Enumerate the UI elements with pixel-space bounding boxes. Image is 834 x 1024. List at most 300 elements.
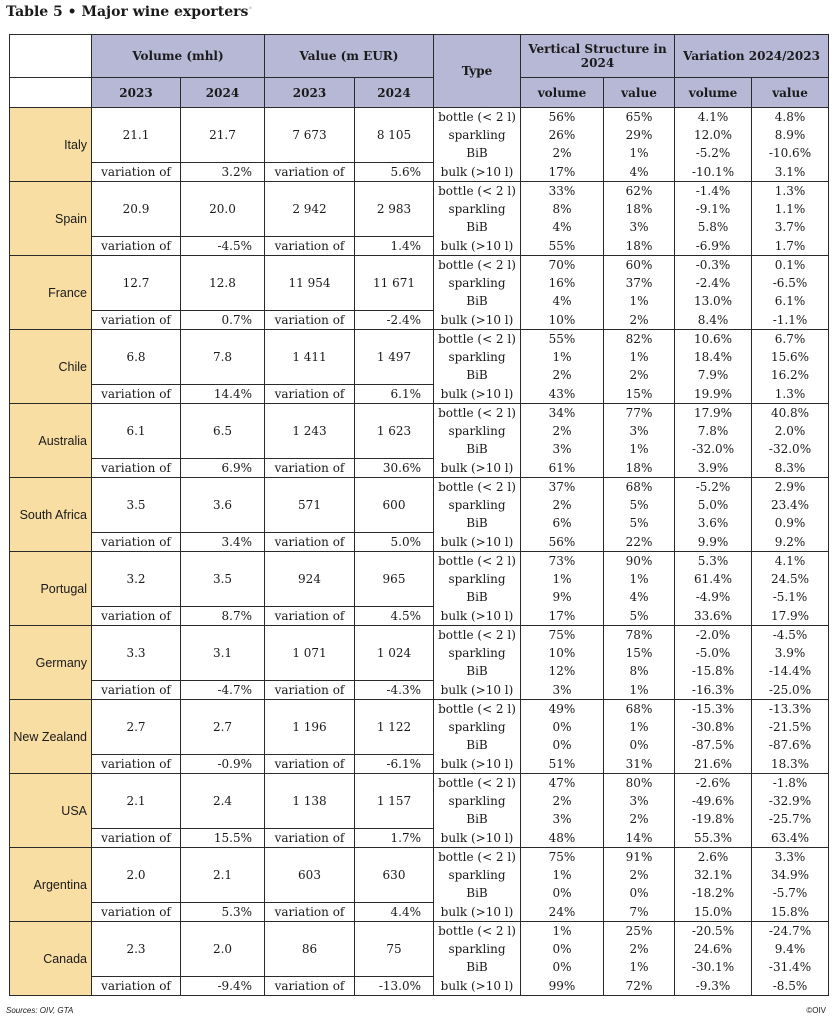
value-2023: 7 673	[265, 108, 355, 163]
type-list-line: sparkling	[448, 424, 506, 439]
country-name: Australia	[10, 404, 92, 478]
volume-2024: 20.0	[181, 182, 265, 237]
variation-value	[752, 626, 829, 700]
variation-value-line: 34.9%	[770, 868, 810, 883]
variation-value-line: 8.3%	[774, 460, 806, 475]
value-variation: -13.0%	[355, 977, 434, 996]
volume-variation: 3.4%	[181, 533, 265, 552]
vertical-structure-header: Vertical Structure in 2024	[521, 35, 675, 78]
variation-label: variation of	[265, 755, 355, 774]
variation-value-line: -87.6%	[768, 738, 812, 753]
value-2024: 1 157	[355, 774, 434, 829]
vertical-value-line: 4%	[629, 164, 649, 179]
variation-label: variation of	[265, 533, 355, 552]
variation-volume-line: -87.5%	[691, 738, 735, 753]
variation-value-line: 1.3%	[774, 386, 806, 401]
vertical-value-line: 2%	[629, 868, 649, 883]
vertical-volume-line: 17%	[548, 608, 576, 623]
variation-label: variation of	[265, 163, 355, 182]
type-list-line: BiB	[466, 368, 488, 383]
vertical-volume	[521, 404, 604, 478]
variation-value-line: -10.6%	[768, 146, 812, 161]
variation-volume	[675, 922, 752, 996]
volume-2023: 21.1	[92, 108, 181, 163]
variation-volume-line: -9.1%	[695, 202, 731, 217]
value-2023: 924	[265, 552, 355, 607]
variation-value	[752, 774, 829, 848]
volume-2024: 3.6	[181, 478, 265, 533]
variation-volume-line: -5.2%	[695, 480, 731, 494]
variation-label: variation of	[265, 977, 355, 996]
type-list-line: bulk (>10 l)	[440, 978, 514, 993]
vertical-value-line: 1%	[629, 720, 649, 735]
type-list	[434, 330, 521, 404]
table-row	[10, 256, 829, 311]
vertical-value-line: 7%	[629, 904, 649, 919]
vertical-value-line: 1%	[629, 682, 649, 697]
vertical-value-line: 1%	[629, 350, 649, 365]
type-list-line: bulk (>10 l)	[440, 386, 514, 401]
vertical-value	[604, 330, 675, 404]
vertical-volume-line: 2%	[552, 498, 572, 513]
type-list-line: BiB	[466, 146, 488, 161]
title-mark: ◦	[248, 4, 253, 13]
variation-volume	[675, 478, 752, 552]
vertical-volume-line: 8%	[552, 202, 572, 217]
volume-variation: 6.9%	[181, 459, 265, 478]
value-2024: 11 671	[355, 256, 434, 311]
vertical-value-line: 68%	[625, 702, 653, 716]
variation-volume-line: -18.2%	[691, 886, 735, 901]
type-list-line: bulk (>10 l)	[440, 756, 514, 771]
table-row	[10, 108, 829, 163]
volume-2023: 6.8	[92, 330, 181, 385]
value-2023: 603	[265, 848, 355, 903]
volume-2023: 3.2	[92, 552, 181, 607]
variation-volume-line: 3.6%	[697, 516, 729, 531]
vertical-value-line: 68%	[625, 480, 653, 494]
vertical-value-line: 78%	[625, 628, 653, 642]
variation-volume	[675, 700, 752, 774]
variation-label: variation of	[265, 237, 355, 256]
vertical-value-line: 31%	[625, 756, 653, 771]
variation-value-line: 16.2%	[770, 368, 810, 383]
variation-label: variation of	[265, 903, 355, 922]
variation-value-line: 4.1%	[774, 554, 806, 568]
value-2023-header: 2023	[265, 78, 355, 108]
var-volume-header: volume	[675, 78, 752, 108]
variation-label: variation of	[92, 459, 181, 478]
type-header: Type	[434, 35, 521, 108]
value-2024: 965	[355, 552, 434, 607]
variation-value-line: -5.7%	[772, 886, 808, 901]
vertical-value-line: 1%	[629, 572, 649, 587]
variation-label: variation of	[92, 977, 181, 996]
type-list-line: sparkling	[448, 720, 506, 735]
table-row	[10, 626, 829, 681]
value-2024: 8 105	[355, 108, 434, 163]
table-row	[10, 774, 829, 829]
variation-value-line: 17.9%	[770, 608, 810, 623]
type-list-line: bottle (< 2 l)	[438, 850, 516, 864]
variation-value-line: -1.8%	[772, 776, 808, 790]
variation-volume-line: 18.4%	[693, 350, 733, 365]
value-variation: 30.6%	[355, 459, 434, 478]
vertical-value-line: 77%	[625, 406, 653, 420]
table-title	[6, 4, 253, 20]
variation-volume-line: 5.0%	[697, 498, 729, 513]
country-name: Italy	[10, 108, 92, 182]
volume-2024: 21.7	[181, 108, 265, 163]
variation-volume	[675, 182, 752, 256]
value-2023: 2 942	[265, 182, 355, 237]
vertical-volume	[521, 700, 604, 774]
country-name: South Africa	[10, 478, 92, 552]
variation-volume-line: 32.1%	[693, 868, 733, 883]
variation-volume-line: 15.0%	[693, 904, 733, 919]
value-2023: 1 071	[265, 626, 355, 681]
variation-label: variation of	[92, 385, 181, 404]
variation-value-line: 18.3%	[770, 756, 810, 771]
value-2024: 1 497	[355, 330, 434, 385]
vertical-volume	[521, 774, 604, 848]
variation-volume-line: -30.1%	[691, 960, 735, 975]
vertical-volume-line: 56%	[548, 110, 576, 124]
type-list-line: BiB	[466, 886, 488, 901]
type-list-line: sparkling	[448, 350, 506, 365]
vertical-value-line: 25%	[625, 924, 653, 938]
type-list	[434, 700, 521, 774]
table-row	[10, 404, 829, 459]
variation-value-line: -21.5%	[768, 720, 812, 735]
vertical-value	[604, 182, 675, 256]
vertical-volume-line: 73%	[548, 554, 576, 568]
vertical-volume-line: 10%	[548, 312, 576, 327]
volume-variation: -4.5%	[181, 237, 265, 256]
vertical-volume	[521, 626, 604, 700]
variation-value-line: 3.1%	[774, 164, 806, 179]
variation-label: variation of	[265, 459, 355, 478]
vertical-value-line: 1%	[629, 960, 649, 975]
vertical-value-line: 29%	[625, 128, 653, 143]
type-list-line: bulk (>10 l)	[440, 164, 514, 179]
vertical-volume-line: 34%	[548, 406, 576, 420]
vertical-value-line: 1%	[629, 294, 649, 309]
variation-volume-line: -20.5%	[691, 924, 735, 938]
vs-volume-header: volume	[521, 78, 604, 108]
variation-volume-line: -15.8%	[691, 664, 735, 679]
volume-variation: -9.4%	[181, 977, 265, 996]
vertical-value-line: 1%	[629, 146, 649, 161]
vertical-value	[604, 774, 675, 848]
value-2024: 2 983	[355, 182, 434, 237]
vertical-value-line: 15%	[625, 386, 653, 401]
variation-volume-line: 61.4%	[693, 572, 733, 587]
variation-label: variation of	[92, 903, 181, 922]
vertical-value-line: 18%	[625, 238, 653, 253]
type-list-line: sparkling	[448, 128, 506, 143]
type-list-line: bottle (< 2 l)	[438, 702, 516, 716]
copyright-note: ©OIV	[806, 1006, 826, 1015]
vertical-volume-line: 99%	[548, 978, 576, 993]
vertical-value-line: 2%	[629, 312, 649, 327]
variation-volume-line: -19.8%	[691, 812, 735, 827]
variation-volume-line: -6.9%	[695, 238, 731, 253]
variation-volume-line: -2.4%	[695, 276, 731, 291]
variation-volume-line: 10.6%	[693, 332, 733, 346]
vs-value-header: value	[604, 78, 675, 108]
variation-value-line: 1.1%	[774, 202, 806, 217]
vertical-volume-line: 0%	[552, 738, 572, 753]
vertical-volume-line: 10%	[548, 646, 576, 661]
volume-2023: 2.3	[92, 922, 181, 977]
vertical-value-line: 3%	[629, 220, 649, 235]
vertical-volume-line: 0%	[552, 886, 572, 901]
type-list-line: bottle (< 2 l)	[438, 480, 516, 494]
vertical-volume-line: 4%	[552, 220, 572, 235]
vertical-value-line: 3%	[629, 424, 649, 439]
variation-volume-line: 5.8%	[697, 220, 729, 235]
variation-label: variation of	[92, 681, 181, 700]
variation-value-line: -13.3%	[768, 702, 812, 716]
vertical-value-line: 80%	[625, 776, 653, 790]
vertical-volume-line: 3%	[552, 682, 572, 697]
variation-value	[752, 922, 829, 996]
volume-2023: 3.3	[92, 626, 181, 681]
vertical-volume-line: 3%	[552, 812, 572, 827]
volume-2023: 20.9	[92, 182, 181, 237]
variation-value	[752, 552, 829, 626]
type-list-line: sparkling	[448, 276, 506, 291]
vertical-volume-line: 26%	[548, 128, 576, 143]
country-name: Germany	[10, 626, 92, 700]
vertical-volume-line: 43%	[548, 386, 576, 401]
type-list-line: bottle (< 2 l)	[438, 924, 516, 938]
variation-volume-line: 33.6%	[693, 608, 733, 623]
volume-2023-header: 2023	[92, 78, 181, 108]
vertical-volume-line: 75%	[548, 850, 576, 864]
variation-value-line: -6.5%	[772, 276, 808, 291]
variation-volume	[675, 330, 752, 404]
vertical-value	[604, 256, 675, 330]
variation-value-line: 2.9%	[774, 480, 806, 494]
volume-2024: 2.1	[181, 848, 265, 903]
variation-volume-line: 21.6%	[693, 756, 733, 771]
vertical-value-line: 0%	[629, 886, 649, 901]
variation-value-line: 4.8%	[774, 110, 806, 124]
vertical-value-line: 1%	[629, 442, 649, 457]
variation-value-line: -14.4%	[768, 664, 812, 679]
variation-volume-line: -30.8%	[691, 720, 735, 735]
vertical-value-line: 82%	[625, 332, 653, 346]
volume-2023: 2.7	[92, 700, 181, 755]
country-name: Portugal	[10, 552, 92, 626]
table-row	[10, 182, 829, 237]
vertical-volume-line: 1%	[552, 350, 572, 365]
volume-variation: -0.9%	[181, 755, 265, 774]
variation-value-line: -8.5%	[772, 978, 808, 993]
value-2024-header: 2024	[355, 78, 434, 108]
variation-value-line: 63.4%	[770, 830, 810, 845]
variation-value-line: 40.8%	[770, 406, 810, 420]
country-name: USA	[10, 774, 92, 848]
value-2023: 1 411	[265, 330, 355, 385]
variation-value-line: 2.0%	[774, 424, 806, 439]
vertical-volume-line: 1%	[552, 868, 572, 883]
variation-value-line: 9.4%	[774, 942, 806, 957]
value-variation: 6.1%	[355, 385, 434, 404]
variation-volume-line: -16.3%	[691, 682, 735, 697]
variation-value	[752, 478, 829, 552]
volume-header: Volume (mhl)	[92, 35, 265, 78]
vertical-volume-line: 70%	[548, 258, 576, 272]
volume-2024: 2.0	[181, 922, 265, 977]
type-list-line: bulk (>10 l)	[440, 238, 514, 253]
vertical-volume-line: 0%	[552, 942, 572, 957]
vertical-volume	[521, 182, 604, 256]
type-list-line: sparkling	[448, 794, 506, 809]
type-list-line: bottle (< 2 l)	[438, 554, 516, 568]
type-list-line: bottle (< 2 l)	[438, 628, 516, 642]
volume-variation: 0.7%	[181, 311, 265, 330]
vertical-volume-line: 48%	[548, 830, 576, 845]
type-list	[434, 404, 521, 478]
type-list-line: BiB	[466, 812, 488, 827]
vertical-volume-line: 4%	[552, 294, 572, 309]
sources-note: Sources: OIV, GTA	[6, 1006, 74, 1015]
volume-variation: 5.3%	[181, 903, 265, 922]
type-list-line: sparkling	[448, 572, 506, 587]
vertical-volume-line: 49%	[548, 702, 576, 716]
vertical-value	[604, 700, 675, 774]
country-name: New Zealand	[10, 700, 92, 774]
variation-value-line: -31.4%	[768, 960, 812, 975]
corner-blank-2	[10, 78, 92, 108]
variation-value-line: 6.1%	[774, 294, 806, 309]
type-list-line: bulk (>10 l)	[440, 904, 514, 919]
table-row	[10, 552, 829, 607]
volume-2023: 2.0	[92, 848, 181, 903]
vertical-volume-line: 55%	[548, 238, 576, 253]
type-list	[434, 108, 521, 182]
vertical-value	[604, 922, 675, 996]
vertical-value	[604, 404, 675, 478]
type-list-line: BiB	[466, 590, 488, 605]
type-list	[434, 256, 521, 330]
vertical-volume-line: 0%	[552, 960, 572, 975]
variation-volume-line: -5.2%	[695, 146, 731, 161]
vertical-volume-line: 56%	[548, 534, 576, 549]
vertical-value	[604, 478, 675, 552]
value-2024: 1 623	[355, 404, 434, 459]
vertical-volume-line: 0%	[552, 720, 572, 735]
variation-label: variation of	[92, 607, 181, 626]
variation-value	[752, 700, 829, 774]
vertical-volume-line: 2%	[552, 794, 572, 809]
volume-2023: 12.7	[92, 256, 181, 311]
table-row	[10, 700, 829, 755]
vertical-volume-line: 12%	[548, 664, 576, 679]
value-2024: 1 024	[355, 626, 434, 681]
variation-value-line: -5.1%	[772, 590, 808, 605]
variation-value-line: 0.1%	[774, 258, 806, 272]
vertical-volume	[521, 922, 604, 996]
vertical-value-line: 65%	[625, 110, 653, 124]
type-list-line: BiB	[466, 220, 488, 235]
vertical-value-line: 8%	[629, 664, 649, 679]
volume-2024: 2.7	[181, 700, 265, 755]
country-name: Chile	[10, 330, 92, 404]
vertical-volume-line: 16%	[548, 276, 576, 291]
table-row	[10, 848, 829, 903]
vertical-value-line: 91%	[625, 850, 653, 864]
vertical-volume-line: 6%	[552, 516, 572, 531]
vertical-value-line: 22%	[625, 534, 653, 549]
vertical-value-line: 2%	[629, 368, 649, 383]
volume-variation: 15.5%	[181, 829, 265, 848]
variation-label: variation of	[92, 237, 181, 256]
volume-2023: 2.1	[92, 774, 181, 829]
variation-volume-line: -49.6%	[691, 794, 735, 809]
corner-blank	[10, 35, 92, 78]
variation-volume-line: 5.3%	[697, 554, 729, 568]
var-value-header: value	[752, 78, 829, 108]
volume-2023: 3.5	[92, 478, 181, 533]
type-list-line: bottle (< 2 l)	[438, 332, 516, 346]
type-list-line: BiB	[466, 664, 488, 679]
value-2023: 1 196	[265, 700, 355, 755]
vertical-value-line: 5%	[629, 608, 649, 623]
variation-value-line: -32.0%	[768, 442, 812, 457]
variation-value	[752, 404, 829, 478]
table-title-text: Table 5 • Major wine exporters	[6, 4, 249, 20]
vertical-volume-line: 2%	[552, 424, 572, 439]
variation-volume	[675, 848, 752, 922]
vertical-value-line: 62%	[625, 184, 653, 198]
variation-volume-line: 7.8%	[697, 424, 729, 439]
type-list	[434, 478, 521, 552]
vertical-value-line: 0%	[629, 738, 649, 753]
variation-volume-line: 4.1%	[697, 110, 729, 124]
variation-volume-line: 3.9%	[697, 460, 729, 475]
vertical-volume-line: 33%	[548, 184, 576, 198]
type-list-line: BiB	[466, 294, 488, 309]
vertical-value-line: 15%	[625, 646, 653, 661]
value-header: Value (m EUR)	[265, 35, 434, 78]
vertical-value-line: 5%	[629, 498, 649, 513]
variation-volume	[675, 404, 752, 478]
variation-value-line: 23.4%	[770, 498, 810, 513]
table-body	[10, 108, 829, 996]
type-list-line: bottle (< 2 l)	[438, 406, 516, 420]
volume-variation: 14.4%	[181, 385, 265, 404]
variation-value-line: 9.2%	[774, 534, 806, 549]
value-variation: -6.1%	[355, 755, 434, 774]
variation-value-line: 15.6%	[770, 350, 810, 365]
variation-value-line: 1.7%	[774, 238, 806, 253]
vertical-value	[604, 108, 675, 182]
vertical-value-line: 3%	[629, 794, 649, 809]
variation-label: variation of	[265, 607, 355, 626]
value-2024: 630	[355, 848, 434, 903]
type-list-line: sparkling	[448, 942, 506, 957]
vertical-volume-line: 24%	[548, 904, 576, 919]
table-row	[10, 330, 829, 385]
variation-volume-line: 24.6%	[693, 942, 733, 957]
type-list-line: BiB	[466, 960, 488, 975]
type-list	[434, 848, 521, 922]
table-row	[10, 922, 829, 977]
